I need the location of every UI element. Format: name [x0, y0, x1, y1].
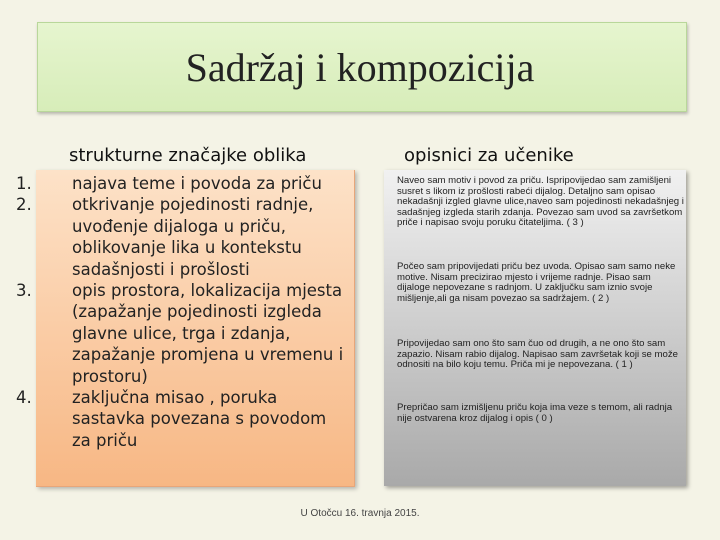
descriptor-score: ( 0 ) — [535, 412, 553, 424]
list-item — [8, 173, 349, 194]
descriptor-score: ( 3 ) — [566, 217, 584, 229]
list-item — [8, 280, 349, 387]
descriptor-text: Počeo sam pripovijedati priču bez uvoda. Opisao sam samo neke motive. Nisam precizirao mjesto i vrijeme radnje. Pisao sam dijaloge nepovezane s radnjom. U zaključku sam iznio svoje mišljenje,ali ga nisam povezao sa sadržajem. — [397, 261, 676, 304]
item-text: opis prostora, lokalizacija mjesta (zapažanje pojedinosti izgleda glavne ulice, trga i zdanja, zapažanje promjena u vremenu i prostoru) — [72, 281, 344, 386]
list-item — [8, 387, 349, 451]
item-text: najava teme i povoda za priču — [72, 174, 322, 193]
descriptor-text: Prepričao sam izmišljenu priču koja ima veze s temom, ali radnja nije ostvarena kroz dijalog i opis — [397, 402, 673, 424]
descriptor-item — [397, 176, 685, 229]
descriptor-item — [397, 403, 685, 424]
item-text: otkrivanje pojedinosti radnje, uvođenje dijaloga u priču, oblikovanje lika u kontekstu sadašnjosti i prošlosti — [72, 195, 314, 279]
item-number: 4. — [16, 388, 32, 408]
item-number: 2. — [16, 195, 32, 215]
item-number: 3. — [16, 281, 32, 301]
footer-text: U Otočcu 16. travnja 2015. — [300, 508, 420, 519]
descriptor-item — [397, 262, 685, 304]
item-text: zaključna misao , poruka sastavka povezana s povodom za priču — [72, 388, 327, 450]
descriptor-text: Naveo sam motiv i povod za priču. Ispripovijedao sam zamišljeni susret s likom iz prošlosti rabeći dijalog. Detaljno sam opisao nekadašnji izgled glavne ulice,naveo sam pojedinosti nekadašnjeg i sadašnjeg izgleda starih zdanja. Povezao sam uvod sa završetkom priče i napisao svoju poruku čitateljima. — [397, 175, 684, 229]
descriptor-score: ( 2 ) — [592, 292, 610, 304]
descriptor-text: Pripovijedao sam ono što sam čuo od drugih, a ne ono što sam zapazio. Nisam rabio dijalog. Napisao sam završetak koji se može odnositi na bilo koju temu. Priča mi je nepovezana. — [397, 338, 679, 371]
structure-list — [8, 173, 356, 451]
list-item — [8, 194, 349, 280]
item-number: 1. — [16, 174, 32, 193]
slide-title: Sadržaj i kompozicija — [185, 45, 535, 90]
descriptor-item — [397, 339, 685, 371]
descriptor-score: ( 1 ) — [615, 359, 633, 371]
right-heading: opisnici za učenike — [404, 145, 574, 166]
left-heading: strukturne značajke oblika — [69, 145, 307, 166]
